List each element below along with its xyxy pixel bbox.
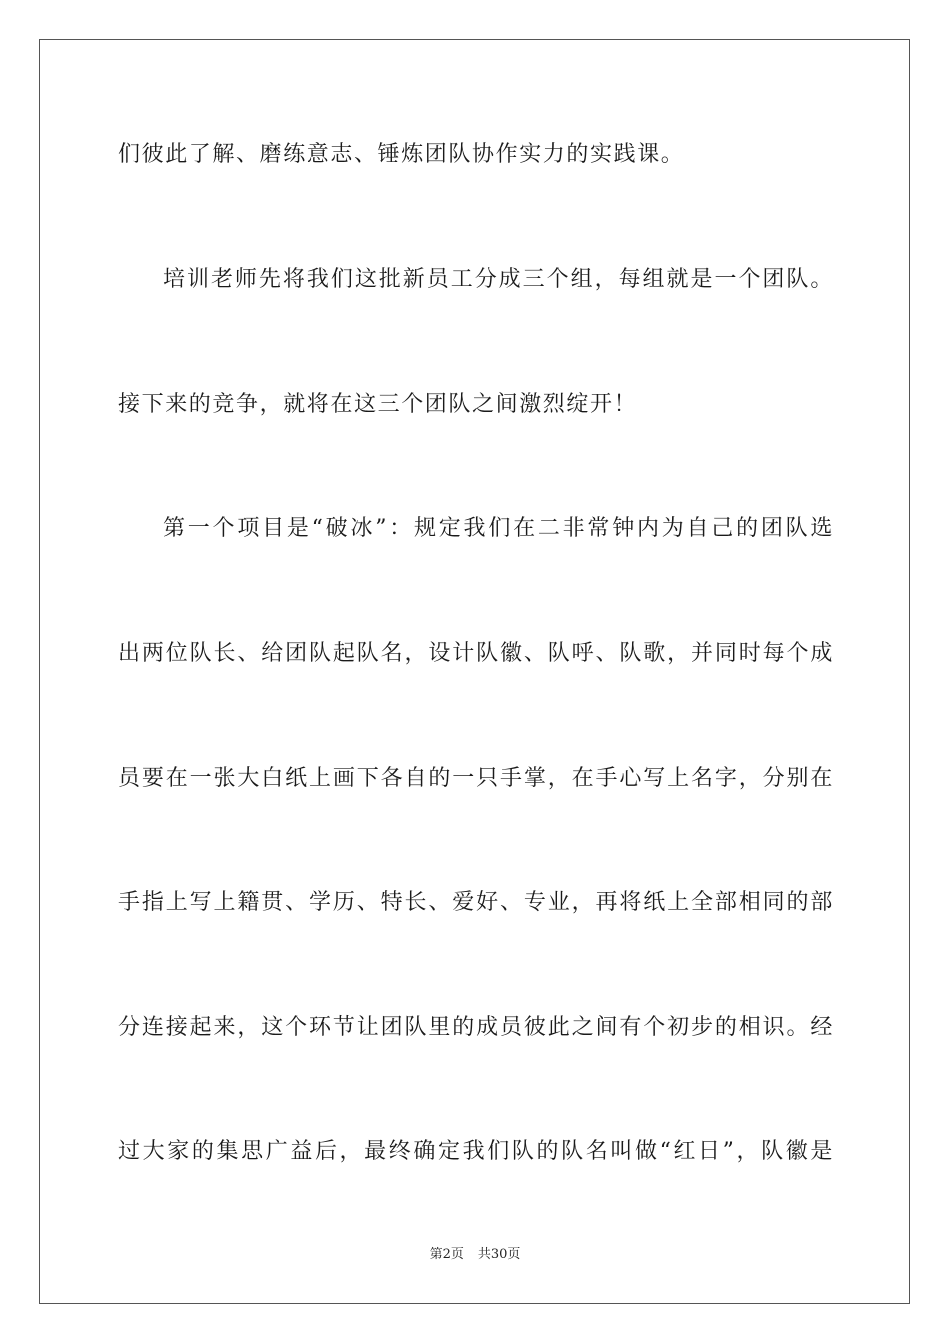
page-footer bbox=[0, 1246, 950, 1264]
paragraph-line: 出两位队长、给团队起队名，设计队徽、队呼、队歌，并同时每个成 bbox=[118, 641, 834, 666]
page-number: 第2页 bbox=[429, 1247, 464, 1262]
paragraph-line: 培训老师先将我们这批新员工分成三个组，每组就是一个团队。 bbox=[163, 267, 834, 292]
paragraph-line: 员要在一张大白纸上画下各自的一只手掌，在手心写上名字，分别在 bbox=[118, 766, 834, 791]
page-border bbox=[39, 39, 910, 1304]
paragraph-line: 们彼此了解、磨练意志、锤炼团队协作实力的实践课。 bbox=[118, 142, 685, 167]
page-total: 共30页 bbox=[477, 1247, 521, 1262]
paragraph-line: 接下来的竞争，就将在这三个团队之间激烈绽开！ bbox=[118, 392, 638, 417]
paragraph-line: 分连接起来，这个环节让团队里的成员彼此之间有个初步的相识。经 bbox=[118, 1015, 834, 1040]
paragraph-line: 第一个项目是“破冰”：规定我们在二非常钟内为自己的团队选 bbox=[163, 516, 834, 541]
paragraph-line: 手指上写上籍贯、学历、特长、爱好、专业，再将纸上全部相同的部 bbox=[118, 890, 834, 915]
paragraph-line: 过大家的集思广益后，最终确定我们队的队名叫做“红日”，队徽是 bbox=[118, 1139, 834, 1164]
